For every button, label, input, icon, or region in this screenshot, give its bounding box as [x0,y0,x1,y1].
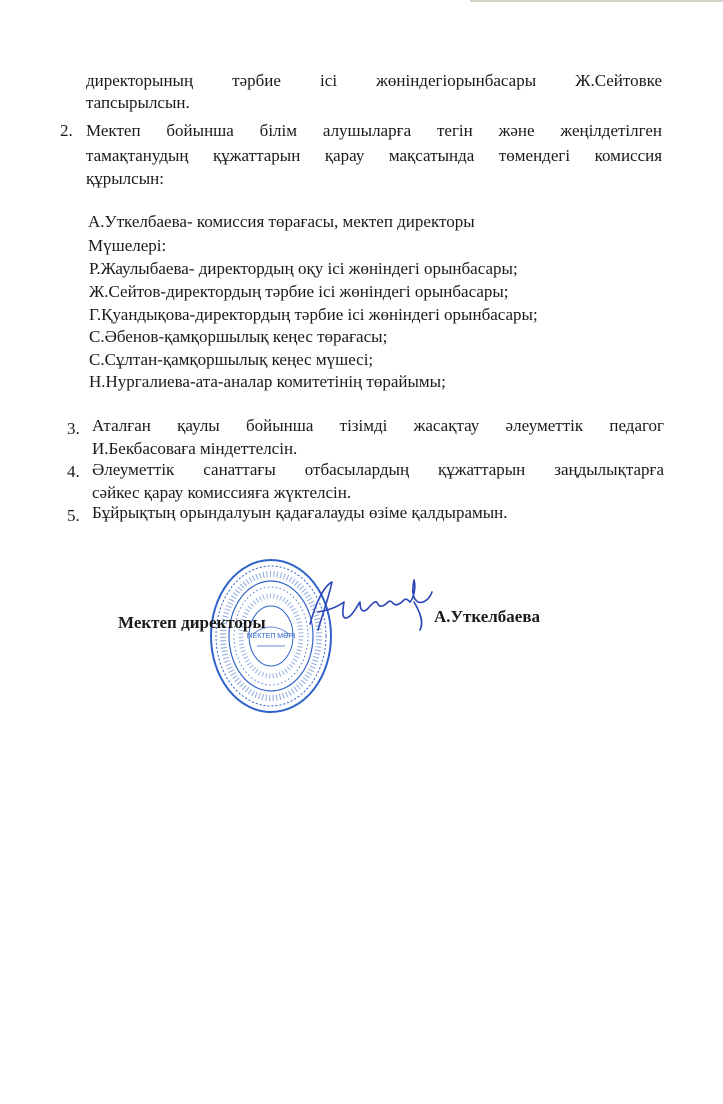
word: тізімді [339,416,388,435]
item2-line1 [86,120,662,142]
item2-line2 [86,145,662,167]
item1-line2: тапсырылсын. [86,93,190,112]
word: мақсатында [388,146,475,165]
item5-number: 5. [67,506,80,525]
item4-line2: сәйкес қарау комиссияға жүктелсін. [92,483,352,502]
item3-line1 [92,415,664,437]
word: санаттағы [203,460,276,479]
word: заңдылықтарға [554,460,665,479]
word: отбасылардың [304,460,410,479]
item4-number: 4. [67,462,80,481]
word: алушыларға [322,121,412,140]
word: қаулы [177,416,220,435]
item2-line3: құрылсын: [86,169,164,188]
stamp-text: МЕКТЕП МӨРІ [246,633,296,640]
item2-number: 2. [60,121,73,140]
commission-member: С.Сұлтан-қамқоршылық кеңес мүшесі; [89,350,374,369]
word: білім [259,121,298,140]
word: әлеуметтік [505,416,584,435]
commission-members-label: Мүшелері: [88,236,167,255]
word: Әлеуметтік [92,460,175,479]
commission-chair: А.Уткелбаева- комиссия төрағасы, мектеп директоры [88,212,475,231]
word: жасақтау [413,416,480,435]
item1-line1 [86,70,662,92]
commission-member: Г.Қуандықова-директордың тәрбие ісі жөніндегі орынбасары; [89,305,538,324]
word: тегін [436,121,473,140]
item5-text: Бұйрықтың орындалуын қадағалауды өзіме қалдырамын. [92,503,508,522]
word: бойынша [245,416,314,435]
word: ісі [320,71,338,90]
word: құжаттарын [438,460,526,479]
word: комиссия [594,146,663,165]
word: Мектеп [86,121,141,140]
word: тәрбие [232,71,281,90]
word: Аталған [92,416,151,435]
signatory-name: А.Уткелбаева [434,607,541,626]
word: қарау [324,146,365,165]
commission-member: Ж.Сейтов-директордың тәрбие ісі жөніндегі орынбасары; [89,282,509,301]
commission-member: С.Әбенов-қамқоршылық кеңес төрағасы; [89,327,388,346]
word: тамақтанудың [86,146,189,165]
item3-line2: И.Бекбасоваға міндеттелсін. [92,439,298,458]
handwritten-signature [298,572,438,642]
word: жөніндегіорынбасары [376,71,537,90]
word: директорының [86,71,194,90]
word: және [498,121,535,140]
page-edge-line [470,0,723,2]
commission-member: Н.Нургалиева-ата-аналар комитетінің төрайымы; [89,372,446,391]
word: жеңілдетілген [560,121,663,140]
word: құжаттарын [213,146,301,165]
item4-line1 [92,459,664,481]
word: Ж.Сейтовке [575,71,663,90]
word: педагог [609,416,665,435]
item3-number: 3. [67,419,80,438]
commission-member: Р.Жаулыбаева- директордың оқу ісі жөніндегі орынбасары; [89,259,518,278]
word: төмендегі [498,146,571,165]
signatory-position: Мектеп директоры [118,613,266,632]
word: бойынша [166,121,234,140]
